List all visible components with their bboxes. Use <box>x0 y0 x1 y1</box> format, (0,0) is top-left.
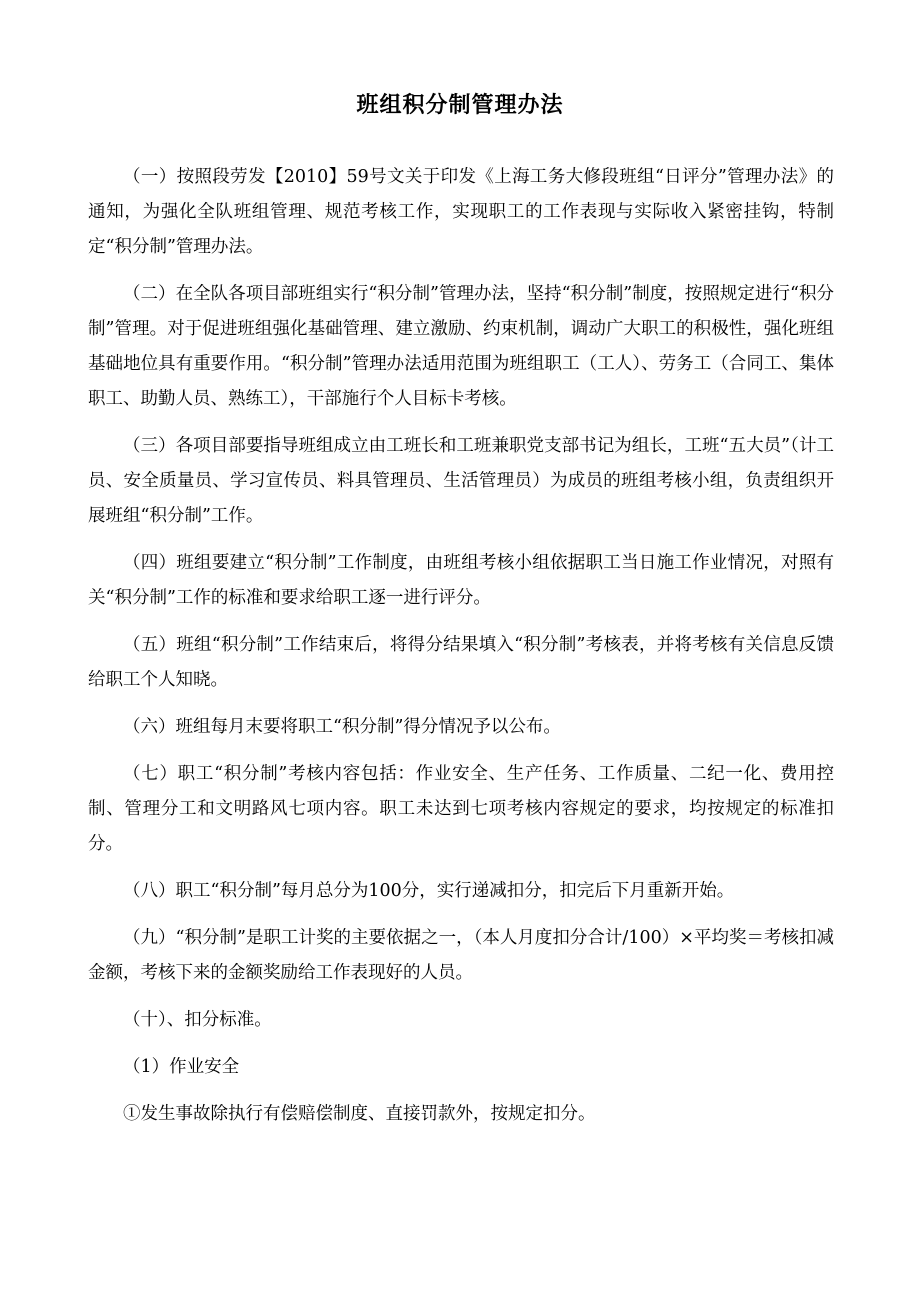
paragraph-1: （一）按照段劳发【2010】59号文关于印发《上海工务大修段班组“日评分”管理办法》的通知，为强化全队班组管理、规范考核工作，实现职工的工作表现与实际收入紧密挂钩，特制定“积分制”管理办法。 <box>88 167 834 257</box>
sub-item-1: ①发生事故除执行有偿赔偿制度、直接罚款外，按规定扣分。 <box>123 1104 596 1124</box>
sub-item-heading: （1）作业安全 <box>123 1057 240 1077</box>
document-body <box>88 160 834 1132</box>
paragraph-5: （五）班组“积分制”工作结束后，将得分结果填入“积分制”考核表，并将考核有关信息反馈给职工个人知晓。 <box>88 635 834 690</box>
paragraph-2: （二）在全队各项目部班组实行“积分制”管理办法，坚持“积分制”制度，按照规定进行“积分制”管理。对于促进班组强化基础管理、建立激励、约束机制，调动广大职工的积极性，强化班组基础地位具有重要作用。“积分制”管理办法适用范围为班组职工（工人）、劳务工（合同工、集体职工、助勤人员、熟练工），干部施行个人目标卡考核。 <box>88 284 834 409</box>
paragraph-10: （十）、扣分标准。 <box>123 1010 272 1030</box>
paragraph-8: （八）职工“积分制”每月总分为100分，实行递减扣分，扣完后下月重新开始。 <box>123 881 735 901</box>
paragraph-9: （九）“积分制”是职工计奖的主要依据之一，（本人月度扣分合计/100）×平均奖＝考核扣减金额，考核下来的金额奖励给工作表现好的人员。 <box>88 928 834 983</box>
paragraph-3: （三）各项目部要指导班组成立由工班长和工班兼职党支部书记为组长，工班“五大员”（计工员、安全质量员、学习宣传员、料具管理员、生活管理员）为成员的班组考核小组，负责组织开展班组“积分制”工作。 <box>88 436 834 526</box>
paragraph-6: （六）班组每月末要将职工“积分制”得分情况予以公布。 <box>123 717 561 737</box>
document-title: 班组积分制管理办法 <box>356 93 564 118</box>
paragraph-7: （七）职工“积分制”考核内容包括：作业安全、生产任务、工作质量、二纪一化、费用控制、管理分工和文明路风七项内容。职工未达到七项考核内容规定的要求，均按规定的标准扣分。 <box>88 764 834 854</box>
paragraph-4: （四）班组要建立“积分制”工作制度，由班组考核小组依据职工当日施工作业情况，对照有关“积分制”工作的标准和要求给职工逐一进行评分。 <box>88 553 834 608</box>
